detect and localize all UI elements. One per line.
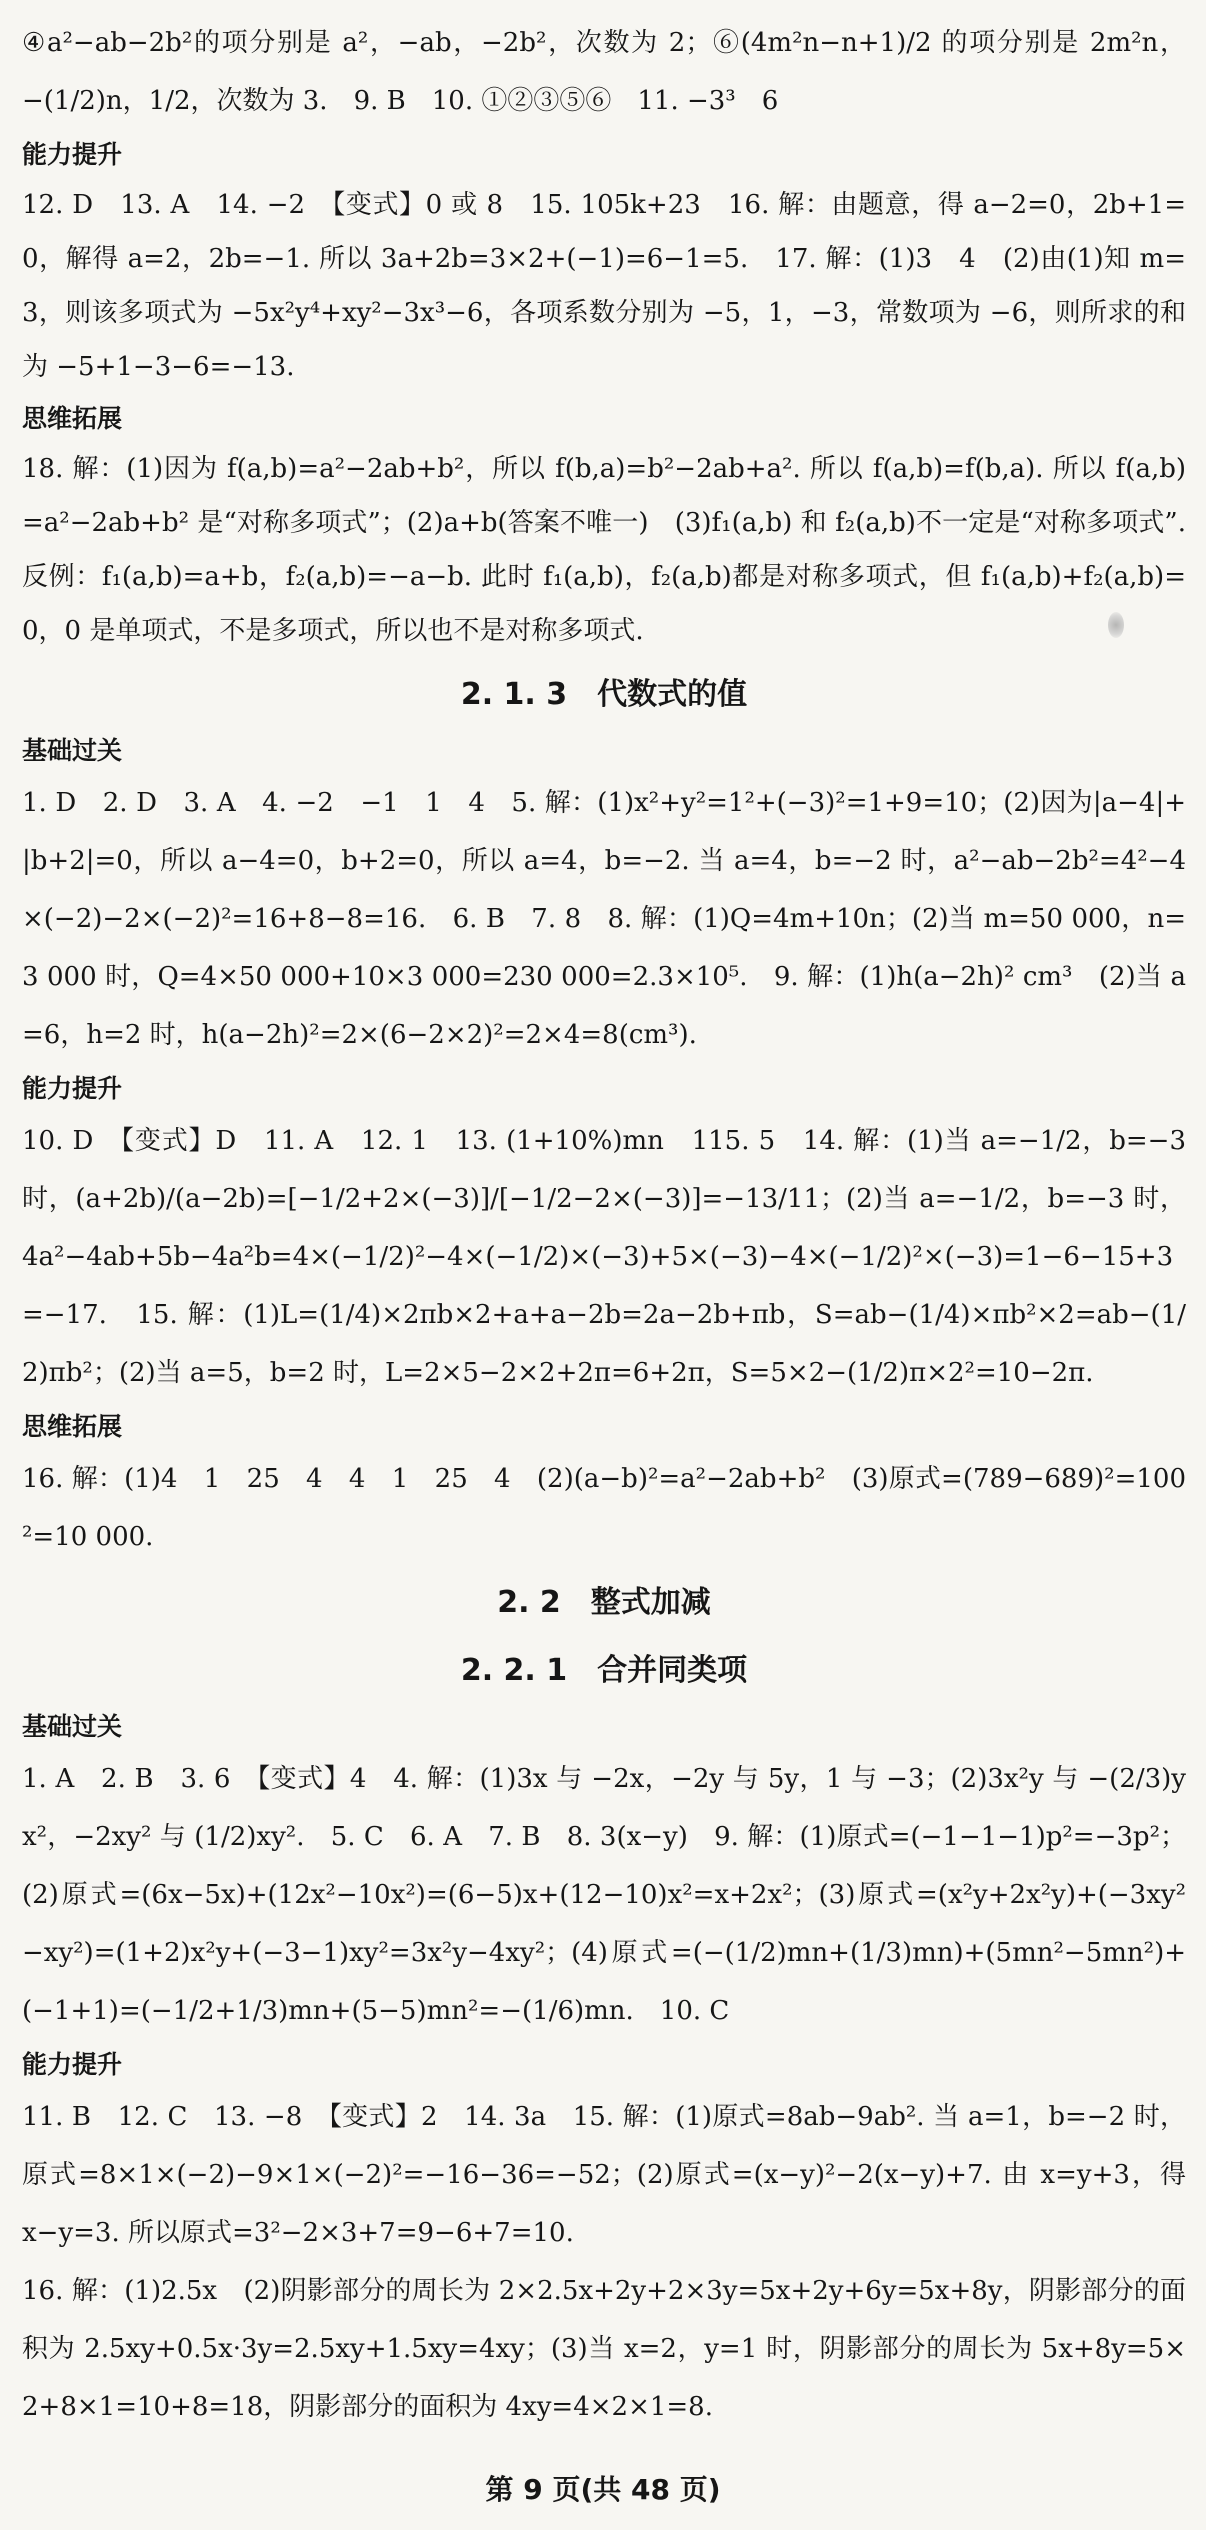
answer-paragraph: 1. D 2. D 3. A 4. −2 −1 1 4 5. 解：(1)x²+y²=1²+(−3)²=1+9=10；(2)因为|a−4|+|b+2|=0，所以 a−4=0，b+2=0，所以 a=4，b=−2. 当 a=4，b=−2 时，a²−ab−2b²=4²−4×(−2)−2×(−2)²=16+8−8=16. 6. B 7. 8 8. 解：(1)Q=4m+10n；(2)当 m=50 000，n=3 000 时，Q=4×50 000+10×3 000=230 000=2.3×10⁵. 9. 解：(1)h(a−2h)² cm³ (2)当 a=6，h=2 时，h(a−2h)²=2×(6−2×2)²=2×4=8(cm³).	[22, 788, 1186, 1050]
section-title: 2. 2 整式加减	[497, 1585, 711, 1620]
subsection-heading: 能力提升	[22, 140, 123, 169]
subsection-heading: 能力提升	[22, 2050, 123, 2079]
subsection-heading: 能力提升	[22, 1074, 123, 1103]
answer-paragraph: 1. A 2. B 3. 6 【变式】4 4. 解：(1)3x 与 −2x，−2y 与 5y，1 与 −3；(2)3x²y 与 −(2/3)yx²，−2xy² 与 (1/2)xy². 5. C 6. A 7. B 8. 3(x−y) 9. 解：(1)原式=(−1−1−1)p²=−3p²；(2)原式=(6x−5x)+(12x²−10x²)=(6−5)x+(12−10)x²=x+2x²；(3)原式=(x²y+2x²y)+(−3xy²−xy²)=(1+2)x²y+(−3−1)xy²=3x²y−4xy²；(4)原式=(−(1/2)mn+(1/3)mn)+(5mn²−5mn²)+(−1+1)=(−1/2+1/3)mn+(5−5)mn²=−(1/6)mn. 10. C	[22, 1764, 1186, 2026]
answer-paragraph: ④a²−ab−2b²的项分别是 a²，−ab，−2b²，次数为 2；⑥(4m²n−n+1)/2 的项分别是 2m²n，−(1/2)n，1/2，次数为 3. 9. B 10. ①②③⑤⑥ 11. −3³ 6	[22, 28, 1186, 116]
answer-paragraph: 11. B 12. C 13. −8 【变式】2 14. 3a 15. 解：(1)原式=8ab−9ab². 当 a=1，b=−2 时，原式=8×1×(−2)−9×1×(−2)²=−16−36=−52；(2)原式=(x−y)²−2(x−y)+7. 由 x=y+3，得 x−y=3. 所以原式=3²−2×3+7=9−6+7=10.	[22, 2102, 1186, 2248]
answer-paragraph: 16. 解：(1)4 1 25 4 4 1 25 4 (2)(a−b)²=a²−2ab+b² (3)原式=(789−689)²=100²=10 000.	[22, 1464, 1186, 1552]
scan-smudge	[1108, 612, 1124, 638]
subsection-heading: 思维拓展	[22, 404, 123, 433]
section-title: 2. 1. 3 代数式的值	[460, 677, 748, 712]
answer-paragraph: 12. D 13. A 14. −2 【变式】0 或 8 15. 105k+23 16. 解：由题意，得 a−2=0，2b+1=0，解得 a=2，2b=−1. 所以 3a+2b=3×2+(−1)=6−1=5. 17. 解：(1)3 4 (2)由(1)知 m=3，则该多项式为 −5x²y⁴+xy²−3x³−6，各项系数分别为 −5，1，−3，常数项为 −6，则所求的和为 −5+1−3−6=−13.	[22, 190, 1186, 382]
subsection-heading: 基础过关	[22, 736, 123, 765]
answer-paragraph: 18. 解：(1)因为 f(a,b)=a²−2ab+b²，所以 f(b,a)=b²−2ab+a². 所以 f(a,b)=f(b,a). 所以 f(a,b)=a²−2ab+b² 是“对称多项式”；(2)a+b(答案不唯一) (3)f₁(a,b) 和 f₂(a,b)不一定是“对称多项式”. 反例：f₁(a,b)=a+b，f₂(a,b)=−a−b. 此时 f₁(a,b)，f₂(a,b)都是对称多项式，但 f₁(a,b)+f₂(a,b)=0，0 是单项式，不是多项式，所以也不是对称多项式.	[22, 454, 1186, 646]
subsection-heading: 基础过关	[22, 1712, 123, 1741]
answer-paragraph: 10. D 【变式】D 11. A 12. 1 13. (1+10%)mn 115. 5 14. 解：(1)当 a=−1/2，b=−3 时，(a+2b)/(a−2b)=[−1/2+2×(−3)]/[−1/2−2×(−3)]=−13/11；(2)当 a=−1/2，b=−3 时，4a²−4ab+5b−4a²b=4×(−1/2)²−4×(−1/2)×(−3)+5×(−3)−4×(−1/2)²×(−3)=1−6−15+3=−17. 15. 解：(1)L=(1/4)×2πb×2+a+a−2b=2a−2b+πb，S=ab−(1/4)×πb²×2=ab−(1/2)πb²；(2)当 a=5，b=2 时，L=2×5−2×2+2π=6+2π，S=5×2−(1/2)π×2²=10−2π.	[22, 1126, 1186, 1388]
answer-page	[22, 14, 1186, 2436]
answer-paragraph: 16. 解：(1)2.5x (2)阴影部分的周长为 2×2.5x+2y+2×3y=5x+2y+6y=5x+8y，阴影部分的面积为 2.5xy+0.5x·3y=2.5xy+1.5xy=4xy；(3)当 x=2，y=1 时，阴影部分的周长为 5x+8y=5×2+8×1=10+8=18，阴影部分的面积为 4xy=4×2×1=8.	[22, 2276, 1186, 2422]
page-footer: 第 9 页(共 48 页)	[485, 2473, 721, 2506]
subsection-heading: 思维拓展	[22, 1412, 123, 1441]
section-title: 2. 2. 1 合并同类项	[460, 1653, 748, 1688]
